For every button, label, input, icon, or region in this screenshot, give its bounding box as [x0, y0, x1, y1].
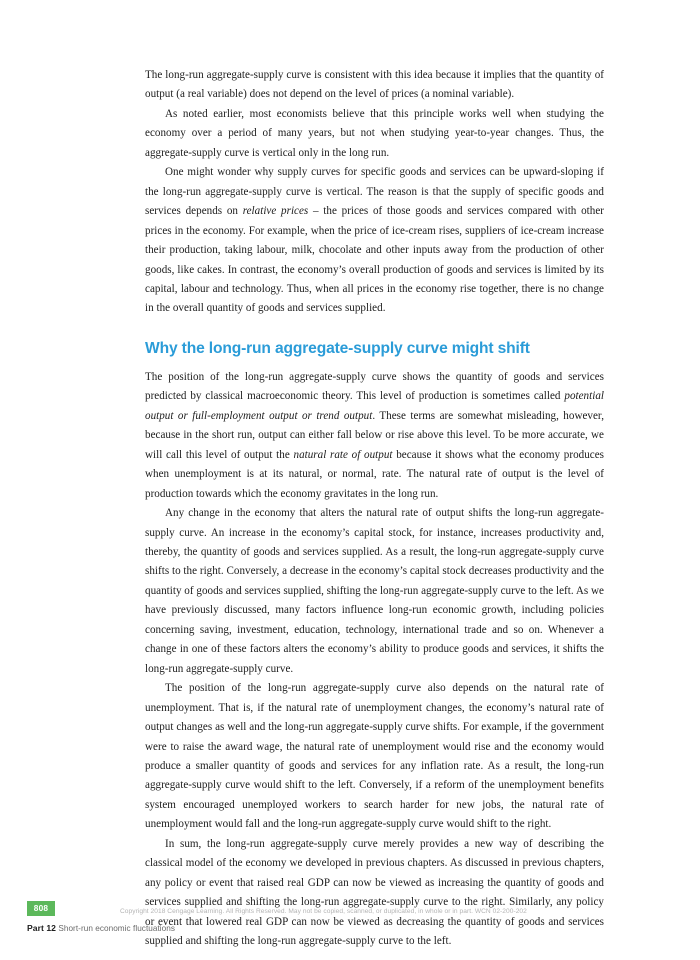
paragraph-3 [145, 163, 604, 319]
paragraph-3-italic-term: relative prices [242, 205, 309, 218]
heading-spacer-bottom [145, 359, 604, 368]
paragraph-3-text-after: – the prices of those goods and services compared with other prices in the economy. For example, when the price of ice-cream rises, suppliers of ice-cream increase their production, taking labour, milk, chocolate and other inputs away from the production of other goods, like cakes. In contrast, the economy’s overall production of goods and services is limited by its capital, labour and technology. Thus, when all prices in the economy rise together, there is no change in the overall quantity of goods and services supplied. [145, 205, 604, 315]
running-footer-part [27, 923, 175, 933]
section-p1-part1: The position of the long-run aggregate-supply curve shows the quantity of goods and services predicted by classical macroeconomic theory. This level of production is sometimes called [145, 370, 604, 403]
section-paragraph-4: In sum, the long-run aggregate-supply curve merely provides a new way of describing the classical model of the economy we developed in previous chapters. As discussed in previous chapters, any policy or event that raised real GDP can now be viewed as increasing the quantity of goods and services supplied and shifting the long-run aggregate-supply curve to the right. Similarly, any policy or event that lowered real GDP can now be viewed as decreasing the quantity of goods and services supplied and shifting the long-run aggregate-supply curve to the left. [145, 837, 604, 948]
page-content [145, 66, 604, 951]
section-paragraph-3: The position of the long-run aggregate-supply curve also depends on the natural rate of unemployment. That is, if the natural rate of unemployment changes, the economy’s natural rate of output changes as well and the long-run aggregate-supply curve shifts. For example, if the government were to raise the award wage, the natural rate of unemployment would rise and the economy would produce a smaller quantity of goods and services for any inflation rate. As a result, the long-run aggregate-supply curve would shift to the left. Conversely, if a reform of the unemployment benefits system encouraged unemployed workers to search harder for new jobs, the natural rate of unemployment would fall and the long-run aggregate-supply curve would shift to the right. [145, 682, 604, 831]
paragraph-2: As noted earlier, most economists believe that this principle works well when studying the economy over a period of many years, but not when studying year-to-year changes. Thus, the aggregate-supply curve is vertical only in the long run. [145, 107, 604, 159]
section-p1-italic-2: natural rate of output [293, 448, 393, 461]
part-label: Part 12 [27, 923, 57, 933]
heading-spacer-top [145, 319, 604, 339]
page-footer [0, 898, 700, 960]
page-number-badge: 808 [27, 901, 55, 916]
section-paragraph-1 [145, 368, 604, 504]
section-p1-part2: . These terms are somewhat misleading, however, because in the short run, output can either fall below or rise above this level. To be more accurate, we will call this level of output the [145, 409, 604, 461]
paragraph-1: The long-run aggregate-supply curve is consistent with this idea because it implies that the quantity of output (a real variable) does not depend on the level of prices (a nominal variable). [145, 69, 604, 101]
paragraph-3-text-before: One might wonder why supply curves for specific goods and services can be upward-sloping if the long-run aggregate-supply curve is vertical. The reason is that the supply of specific goods and services depends on [145, 166, 604, 218]
section-p1-part3: because it shows what the economy produces when unemployment is at its natural, or normal, rate. The natural rate of output is the level of production towards which the economy gravitates in the long run. [145, 448, 604, 500]
section-p1-italic-1: potential output or full-employment output or trend output [145, 390, 604, 422]
part-title: Short-run economic fluctuations [58, 924, 176, 933]
section-heading: Why the long-run aggregate-supply curve might shift [145, 339, 530, 357]
copyright-notice: Copyright 2018 Cengage Learning. All Rights Reserved. May not be copied, scanned, or duplicated, in whole or in part. WCN 02-200-202 [120, 908, 527, 915]
section-paragraph-2: Any change in the economy that alters the natural rate of output shifts the long-run aggregate-supply curve. An increase in the economy’s capital stock, for instance, increases productivity and, thereby, the quantity of goods and services supplied. As a result, the long-run aggregate-supply curve shifts to the right. Conversely, a decrease in the economy’s capital stock decreases productivity and the quantity of goods and services supplied, shifting the long-run aggregate-supply curve to the left. As we have previously discussed, many factors influence long-run economic growth, including policies concerning saving, investment, education, technology, international trade and so on. Whenever a change in one of these factors alters the economy’s ability to produce goods and services, it shifts the long-run aggregate-supply curve. [145, 507, 604, 675]
